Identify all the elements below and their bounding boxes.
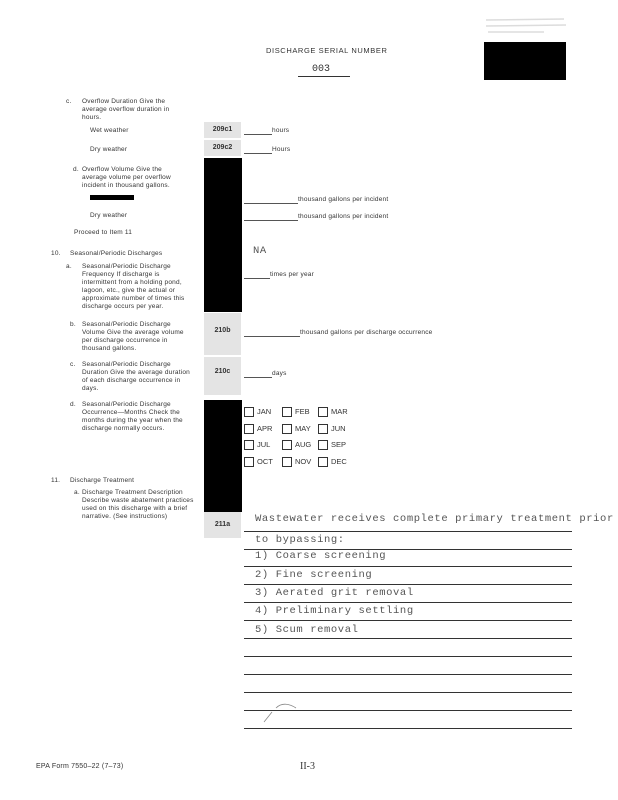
rule-10 [244, 692, 572, 693]
code-209c2: 209c2 [204, 140, 241, 156]
field-210c[interactable] [244, 370, 287, 378]
month-apr[interactable]: APR [244, 424, 272, 434]
checkbox-apr[interactable] [244, 424, 254, 434]
item-10b-text: Seasonal/Periodic Discharge Volume Give the average volume per discharge occurrence in thousand gallons. [82, 321, 184, 352]
item-10c-letter: c. [70, 361, 76, 368]
form-number: EPA Form 7550–22 (7–73) [36, 763, 124, 770]
item-10d-letter: d. [70, 401, 76, 408]
narrative-line-7: 5) Scum removal [255, 624, 359, 636]
section-10-number: 10. [51, 250, 61, 257]
redaction-codes-bottom [204, 400, 242, 512]
serial-number: 003 [312, 64, 331, 75]
item-d-letter: d. [73, 166, 79, 173]
checkbox-sep[interactable] [318, 440, 328, 450]
month-nov[interactable]: NOV [282, 457, 311, 467]
item-c-wet-label: Wet weather [90, 127, 129, 134]
checkbox-jun[interactable] [318, 424, 328, 434]
item-d-text: Overflow Volume Give the average volume per overflow incident in thousand gallons. [82, 166, 171, 189]
serial-underline [298, 76, 350, 77]
month-may[interactable]: MAY [282, 424, 311, 434]
item-10a-text: Seasonal/Periodic Discharge Frequency If discharge is intermittent from a holding pond, lagoon, etc., give the actual or approximate number of times this discharge occurs per year. [82, 263, 185, 310]
unit-210b: thousand gallons per discharge occurrence [300, 329, 433, 336]
item-c-dry-label: Dry weather [90, 146, 128, 153]
checkbox-oct[interactable] [244, 457, 254, 467]
item-d-dry-label: Dry weather [90, 212, 128, 219]
unit-209c2: Hours [272, 146, 291, 153]
redaction-wet-label [90, 195, 134, 200]
checkbox-jul[interactable] [244, 440, 254, 450]
rule-4 [244, 584, 572, 585]
field-209c1[interactable] [244, 127, 289, 135]
unit-d1: thousand gallons per incident [298, 196, 389, 203]
pen-mark [262, 700, 308, 724]
month-mar[interactable]: MAR [318, 407, 348, 417]
field-210d1[interactable] [244, 196, 388, 204]
checkbox-aug[interactable] [282, 440, 292, 450]
item-c-text: Overflow Duration Give the average overflow duration in hours. [82, 98, 170, 121]
item-10d-text: Seasonal/Periodic Discharge Occurrence—Months Check the months during the year when the discharge normally occurs. [82, 401, 183, 432]
item-11a-text: Discharge Treatment Description Describe waste abatement practices used on this discharge with a brief narrative. (See instructions) [82, 489, 194, 520]
checkbox-jan[interactable] [244, 407, 254, 417]
narrative-line-3: 1) Coarse screening [255, 550, 387, 562]
field-209c2[interactable] [244, 146, 290, 154]
checkbox-may[interactable] [282, 424, 292, 434]
rule-9 [244, 674, 572, 675]
narrative-line-5: 3) Aerated grit removal [255, 587, 414, 599]
page-number: II-3 [300, 761, 315, 772]
unit-210c: days [272, 370, 287, 377]
corner-stamp [484, 14, 569, 36]
field-210d2[interactable] [244, 213, 388, 221]
item-c-letter: c. [66, 98, 72, 105]
redaction-header [484, 42, 566, 80]
section-11-number: 11. [51, 477, 61, 484]
unit-d2: thousand gallons per incident [298, 213, 389, 220]
na-entry: NA [253, 245, 267, 257]
proceed-note: Proceed to Item 11 [74, 229, 133, 236]
unit-210a: times per year [270, 271, 314, 278]
checkbox-dec[interactable] [318, 457, 328, 467]
month-oct[interactable]: OCT [244, 457, 273, 467]
month-feb[interactable]: FEB [282, 407, 310, 417]
rule-3 [244, 566, 572, 567]
unit-209c1: hours [272, 127, 290, 134]
code-209c1: 209c1 [204, 122, 241, 138]
rule-8 [244, 656, 572, 657]
code-211a: 211a [204, 512, 241, 538]
redaction-codes-top [204, 158, 242, 312]
item-10a-letter: a. [66, 263, 72, 270]
month-jun[interactable]: JUN [318, 424, 346, 434]
code-210b: 210b [204, 313, 241, 355]
checkbox-feb[interactable] [282, 407, 292, 417]
checkbox-nov[interactable] [282, 457, 292, 467]
code-210c: 210c [204, 357, 241, 395]
rule-12 [244, 728, 572, 729]
section-10-title: Seasonal/Periodic Discharges [70, 250, 163, 257]
narrative-line-1: Wastewater receives complete primary treatment prior [255, 513, 614, 525]
item-10c-text: Seasonal/Periodic Discharge Duration Give the average duration of each discharge occurrence in days. [82, 361, 190, 392]
narrative-line-2: to bypassing: [255, 534, 345, 546]
checkbox-mar[interactable] [318, 407, 328, 417]
rule-6 [244, 620, 572, 621]
item-11a-letter: a. [74, 489, 80, 496]
rule-5 [244, 602, 572, 603]
month-sep[interactable]: SEP [318, 440, 346, 450]
section-11-title: Discharge Treatment [70, 477, 135, 484]
rule-1 [244, 531, 572, 532]
month-jan[interactable]: JAN [244, 407, 271, 417]
month-aug[interactable]: AUG [282, 440, 311, 450]
month-dec[interactable]: DEC [318, 457, 347, 467]
form-title: DISCHARGE SERIAL NUMBER [266, 46, 388, 55]
field-210b[interactable] [244, 329, 433, 337]
field-210a[interactable] [244, 271, 314, 279]
narrative-line-6: 4) Preliminary settling [255, 605, 414, 617]
narrative-line-4: 2) Fine screening [255, 569, 373, 581]
month-jul[interactable]: JUL [244, 440, 270, 450]
item-10b-letter: b. [70, 321, 76, 328]
rule-7 [244, 638, 572, 639]
